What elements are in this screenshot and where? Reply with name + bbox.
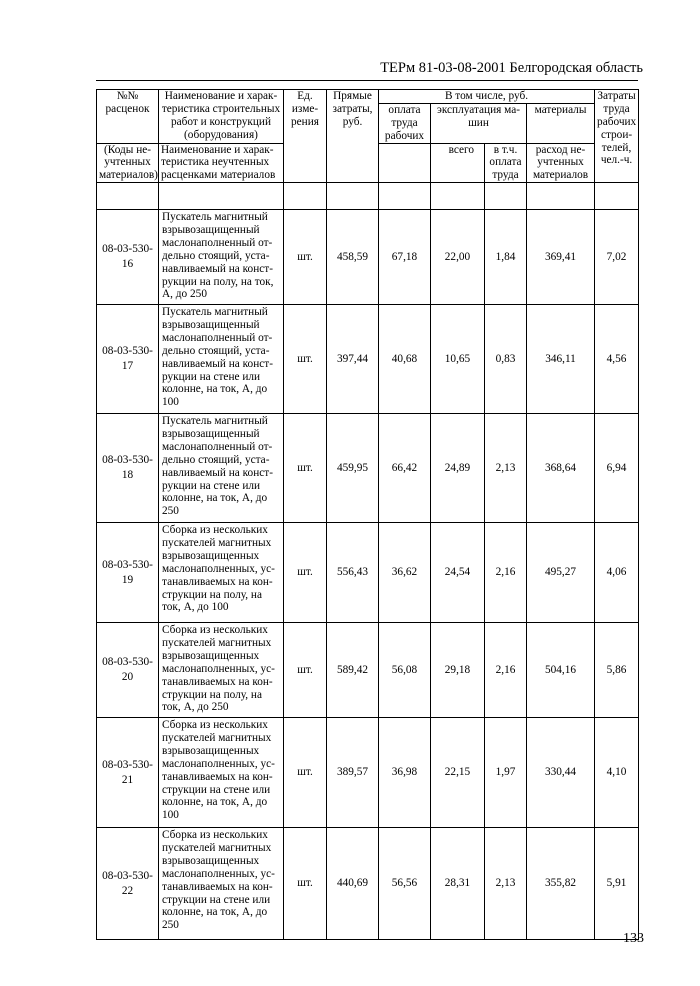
table-row: [97, 718, 639, 828]
labor-pay-cell: 56,56: [379, 828, 431, 940]
description-cell: Пускатель магнитный взрывозащищенный маслонаполненный от- дельно стоящий, уста- навливаемый на конст- рукции на стене или колонне, на ток, А, до 100: [159, 305, 284, 414]
direct-costs-cell: 397,44: [327, 305, 379, 414]
machines-total-cell: 22,15: [431, 718, 485, 828]
materials-cell: 368,64: [527, 414, 595, 523]
labor-cost-cell: 4,06: [595, 523, 639, 623]
document-title: ТЕРм 81-03-08-2001 Белгородская область: [380, 60, 643, 76]
header-machines-pay: в т.ч. оплата труда: [485, 143, 527, 183]
header-machines-total: всего: [431, 143, 485, 183]
header-labor-cost: Затраты труда рабочих строи- телей, чел.-ч.: [595, 90, 639, 183]
machines-pay-cell: 2,16: [485, 523, 527, 623]
description-cell: Сборка из нескольких пускателей магнитных взрывозащищенных маслонаполненных, ус- танавливаемых на кон- струкции на стене или колонне, на ток, А, до 100: [159, 718, 284, 828]
materials-cell: 369,41: [527, 210, 595, 305]
header-including: В том числе, руб.: [379, 90, 595, 104]
unit-cell: шт.: [284, 305, 327, 414]
page-number: 133: [623, 931, 644, 946]
code-cell: 08-03-530- 21: [97, 718, 159, 828]
labor-pay-cell: 66,42: [379, 414, 431, 523]
labor-pay-cell: 36,62: [379, 523, 431, 623]
labor-cost-cell: 4,56: [595, 305, 639, 414]
code-cell: 08-03-530- 22: [97, 828, 159, 940]
materials-cell: 330,44: [527, 718, 595, 828]
table-row: [97, 623, 639, 718]
labor-pay-cell: 40,68: [379, 305, 431, 414]
unit-cell: шт.: [284, 523, 327, 623]
table-row: [97, 828, 639, 940]
direct-costs-cell: 458,59: [327, 210, 379, 305]
machines-pay-cell: 2,16: [485, 623, 527, 718]
header-labor-pay: оплата труда рабочих: [379, 103, 431, 143]
machines-total-cell: 24,89: [431, 414, 485, 523]
unit-cell: шт.: [284, 828, 327, 940]
machines-total-cell: 22,00: [431, 210, 485, 305]
unit-cell: шт.: [284, 623, 327, 718]
rates-table: [96, 89, 639, 940]
description-cell: Сборка из нескольких пускателей магнитных взрывозащищенных маслонаполненных, ус- танавливаемых на кон- струкции на полу, на ток, А, до 250: [159, 623, 284, 718]
materials-cell: 346,11: [527, 305, 595, 414]
machines-pay-cell: 1,97: [485, 718, 527, 828]
header-unit: Ед. изме- рения: [284, 90, 327, 183]
header-codes-uncounted: (Коды не- учтенных материалов): [97, 143, 159, 183]
labor-cost-cell: 6,94: [595, 414, 639, 523]
labor-cost-cell: 4,10: [595, 718, 639, 828]
machines-total-cell: 24,54: [431, 523, 485, 623]
unit-cell: шт.: [284, 210, 327, 305]
direct-costs-cell: 389,57: [327, 718, 379, 828]
table-row: [97, 305, 639, 414]
materials-cell: 504,16: [527, 623, 595, 718]
description-cell: Сборка из нескольких пускателей магнитных взрывозащищенных маслонаполненных, ус- танавливаемых на кон- струкции на полу, на ток, А, до 100: [159, 523, 284, 623]
direct-costs-cell: 589,42: [327, 623, 379, 718]
title-rule: [96, 80, 638, 81]
header-machines: эксплуатация ма- шин: [431, 103, 527, 143]
machines-pay-cell: 2,13: [485, 414, 527, 523]
table-row: [97, 523, 639, 623]
machines-pay-cell: 1,84: [485, 210, 527, 305]
code-cell: 08-03-530- 17: [97, 305, 159, 414]
header-name: Наименование и харак- теристика строительных работ и конструкций (оборудования): [159, 90, 284, 144]
labor-cost-cell: 5,91: [595, 828, 639, 940]
header-materials: материалы: [527, 103, 595, 143]
code-cell: 08-03-530- 19: [97, 523, 159, 623]
labor-cost-cell: 7,02: [595, 210, 639, 305]
description-cell: Пускатель магнитный взрывозащищенный маслонаполненный от- дельно стоящий, уста- навливаемый на конст- рукции на полу, на ток, А, до 250: [159, 210, 284, 305]
table-row: [97, 414, 639, 523]
machines-total-cell: 29,18: [431, 623, 485, 718]
header-spacer-row: [97, 183, 639, 210]
labor-cost-cell: 5,86: [595, 623, 639, 718]
header-materials-uncounted: расход не- учтенных материалов: [527, 143, 595, 183]
machines-pay-cell: 2,13: [485, 828, 527, 940]
labor-pay-cell: 56,08: [379, 623, 431, 718]
direct-costs-cell: 440,69: [327, 828, 379, 940]
direct-costs-cell: 556,43: [327, 523, 379, 623]
header-code: №№ расценок: [97, 90, 159, 144]
machines-total-cell: 10,65: [431, 305, 485, 414]
labor-pay-cell: 36,98: [379, 718, 431, 828]
description-cell: Пускатель магнитный взрывозащищенный маслонаполненный от- дельно стоящий, уста- навливаемый на конст- рукции на стене или колонне, на ток, А, до 250: [159, 414, 284, 523]
code-cell: 08-03-530- 20: [97, 623, 159, 718]
code-cell: 08-03-530- 18: [97, 414, 159, 523]
machines-pay-cell: 0,83: [485, 305, 527, 414]
materials-cell: 495,27: [527, 523, 595, 623]
unit-cell: шт.: [284, 718, 327, 828]
header-labor-pay-blank: [379, 143, 431, 183]
description-cell: Сборка из нескольких пускателей магнитных взрывозащищенных маслонаполненных, ус- танавливаемых на кон- струкции на стене или колонне, на ток, А, до 250: [159, 828, 284, 940]
machines-total-cell: 28,31: [431, 828, 485, 940]
direct-costs-cell: 459,95: [327, 414, 379, 523]
header-direct-costs: Прямые затраты, руб.: [327, 90, 379, 183]
header-name-uncounted: Наименование и харак- теристика неучтенных расценками материалов: [159, 143, 284, 183]
table-row: [97, 210, 639, 305]
materials-cell: 355,82: [527, 828, 595, 940]
code-cell: 08-03-530- 16: [97, 210, 159, 305]
unit-cell: шт.: [284, 414, 327, 523]
labor-pay-cell: 67,18: [379, 210, 431, 305]
